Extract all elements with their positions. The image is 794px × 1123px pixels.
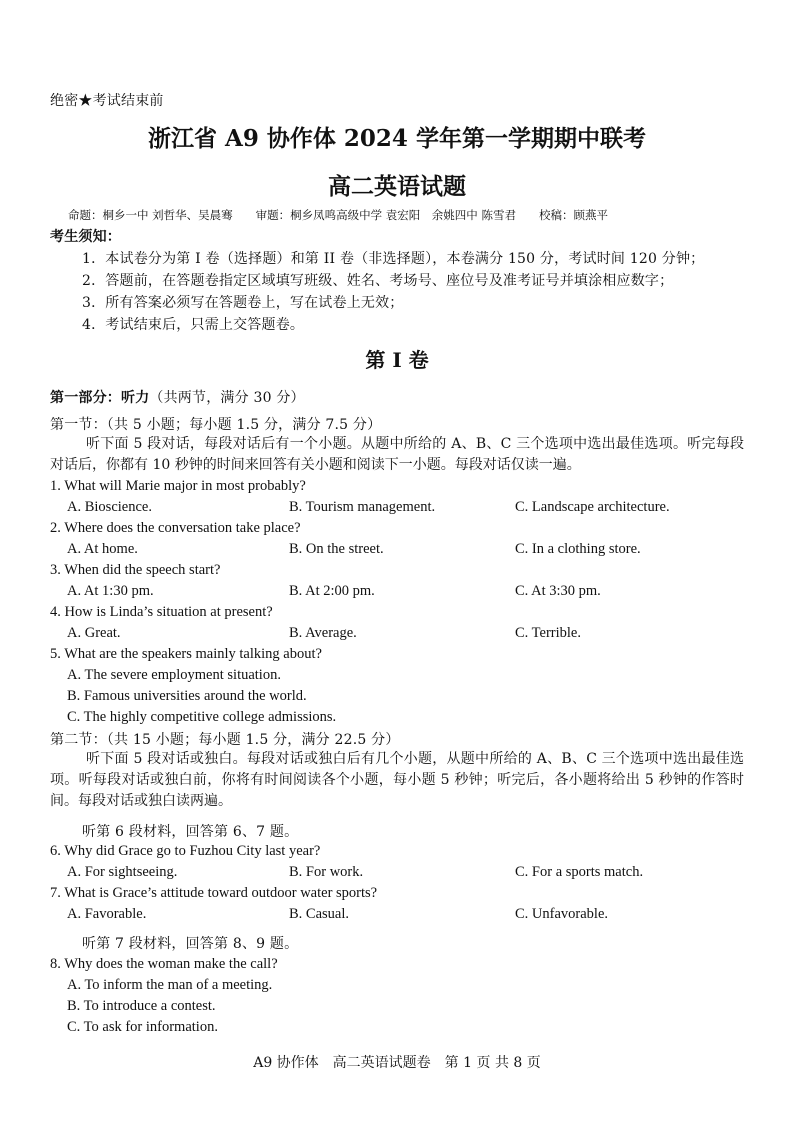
volume-title: 第 I 卷 [365,348,429,372]
question-2-stem: 2. Where does the conversation take place? [50,520,301,536]
question-1-option-b: B. Tourism management. [289,499,436,515]
notice-item-1: 1．本试卷分为第 I 卷（选择题）和第 II 卷（非选择题），本卷满分 150 分，考试时间 120 分钟； [82,251,705,267]
question-3-stem: 3. When did the speech start? [50,562,221,578]
question-2-option-b: B. On the street. [289,541,384,557]
question-1-option-c: C. Landscape architecture. [515,499,670,515]
question-6-stem: 6. Why did Grace go to Fuzhou City last year? [50,843,321,859]
question-5-stem: 5. What are the speakers mainly talking about? [50,646,322,662]
notice-heading: 考生须知： [50,229,121,245]
question-6-option-a: A. For sightseeing. [67,864,178,880]
question-5-option-c: C. The highly competitive college admissions. [67,709,337,725]
question-2-option-a: A. At home. [67,541,138,557]
notice-item-3: 3．所有答案必须写在答题卷上，写在试卷上无效； [82,295,404,311]
authors-line: 命题：桐乡一中 刘哲华、吴晨骞 审题：桐乡凤鸣高级中学 袁宏阳 余姚四中 陈雪君 校稿：顾燕平 [68,208,608,222]
question-4-option-c: C. Terrible. [515,625,581,641]
question-5-option-b: B. Famous universities around the world. [67,688,307,704]
question-4-stem: 4. How is Linda’s situation at present? [50,604,273,620]
question-7-option-a: A. Favorable. [67,906,147,922]
section2-heading: 第二节：（共 15 小题；每小题 1.5 分，满分 22.5 分） [50,732,400,748]
question-6-option-c: C. For a sports match. [515,864,644,880]
exam-subtitle: 高二英语试题 [328,173,466,200]
question-7-option-b: B. Casual. [289,906,350,922]
question-4-option-a: A. Great. [67,625,121,641]
question-8-stem: 8. Why does the woman make the call? [50,956,278,972]
question-1-stem: 1. What will Marie major in most probably? [50,478,306,494]
question-7-stem: 7. What is Grace’s attitude toward outdoor water sports? [50,885,378,901]
question-4-option-b: B. Average. [289,625,357,641]
material-6-note: 听第 6 段材料，回答第 6、7 题。 [82,824,299,840]
notice-item-4: 4．考试结束后，只需上交答题卷。 [82,317,305,333]
question-8-option-b: B. To introduce a contest. [67,998,216,1014]
question-3-option-b: B. At 2:00 pm. [289,583,375,599]
question-8-option-a: A. To inform the man of a meeting. [67,977,273,993]
part1-heading [50,387,305,407]
section1-instructions: 听下面 5 段对话，每段对话后有一个小题。从题中所给的 A、B、C 三个选项中选出最佳选项。听完每段对话后，你都有 10 秒钟的时间来回答有关小题和阅读下一小题。每段对话仅读一遍。 [50,436,744,473]
question-3-option-c: C. At 3:30 pm. [515,583,601,599]
question-3-option-a: A. At 1:30 pm. [67,583,154,599]
question-6-option-b: B. For work. [289,864,364,880]
question-1-option-a: A. Bioscience. [67,499,152,515]
exam-title: 浙江省 A9 协作体 2024 学年第一学期期中联考 [148,125,646,152]
part1-heading-bold: 第一部分：听力 [50,390,150,406]
section1-heading: 第一节：（共 5 小题；每小题 1.5 分，满分 7.5 分） [50,417,382,433]
question-7-option-c: C. Unfavorable. [515,906,609,922]
part1-heading-rest: （共两节，满分 30 分） [149,390,305,406]
notice-item-2: 2．答题前，在答题卷指定区域填写班级、姓名、考场号、座位号及准考证号并填涂相应数字； [82,273,674,289]
page-footer: A9 协作体 高二英语试题卷 第 1 页 共 8 页 [253,1055,541,1071]
question-2-option-c: C. In a clothing store. [515,541,641,557]
material-7-note: 听第 7 段材料，回答第 8、9 题。 [82,936,299,952]
section2-instructions: 听下面 5 段对话或独白。每段对话或独白后有几个小题，从题中所给的 A、B、C 三个选项中选出最佳选项。听每段对话或独白前，你将有时间阅读各个小题，每小题 5 秒钟；听完后，各小题将给出 5 秒钟的作答时间。每段对话或独白读两遍。 [50,751,744,809]
question-5-option-a: A. The severe employment situation. [67,667,281,683]
question-8-option-c: C. To ask for information. [67,1019,218,1035]
confidential-label: 绝密★考试结束前 [50,93,164,109]
